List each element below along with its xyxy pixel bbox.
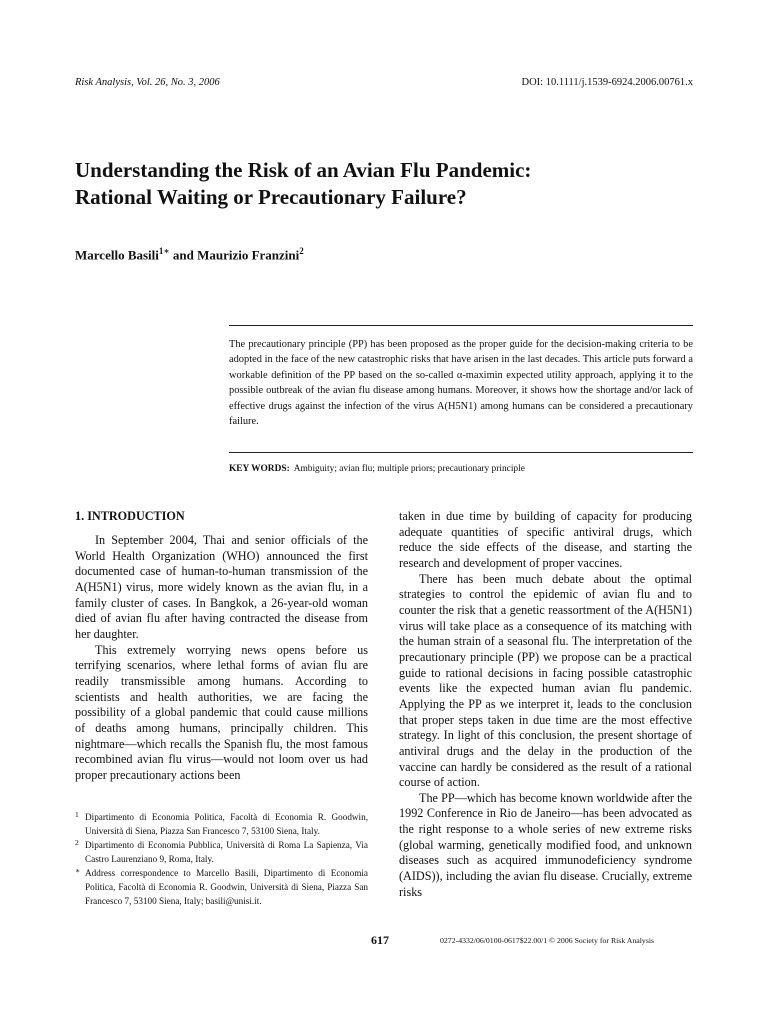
- author-1: Marcello Basili: [75, 247, 159, 263]
- paragraph: taken in due time by building of capacity for producing adequate quantities of specific antiviral drugs, which reduce the side effects of the disease, and starting the research and development of proper vaccines.: [399, 509, 692, 570]
- footnote-text: Dipartimento di Economia Pubblica, Università di Roma La Sapienza, Via Castro Laurenziano 9, Roma, Italy.: [85, 840, 368, 864]
- left-column: [75, 533, 368, 784]
- author-1-marks: 1∗: [158, 246, 170, 256]
- publisher-line: 0272-4332/06/0100-0617$22.00/1 © 2006 Society for Risk Analysis: [440, 936, 655, 945]
- author-2: Maurizio Franzini: [197, 247, 300, 263]
- author-connector: and: [169, 247, 198, 263]
- article-title: [75, 157, 695, 211]
- footnote: [75, 838, 368, 866]
- keywords-label: KEY WORDS:: [229, 464, 290, 474]
- footnote-mark: ∗: [75, 866, 81, 875]
- abstract-top-rule: [229, 325, 693, 326]
- doi: DOI: 10.1111/j.1539-6924.2006.00761.x: [521, 77, 693, 88]
- right-column: [399, 509, 692, 900]
- section-heading: 1. INTRODUCTION: [75, 509, 185, 523]
- footnote-mark: 2: [75, 838, 79, 847]
- footnote-text: Address correspondence to Marcello Basili, Dipartimento di Economia Politica, Facoltà di Economia R. Goodwin, Università di Siena, Piazza San Francesco 7, 53100 Siena, Italy; basili@unisi.it.: [85, 868, 368, 906]
- title-line-2: Rational Waiting or Precautionary Failure?: [75, 185, 467, 209]
- journal-citation: Risk Analysis, Vol. 26, No. 3, 2006: [75, 77, 220, 88]
- paragraph: The PP—which has become known worldwide after the 1992 Conference in Rio de Janeiro—has been advocated as the right response to a whole series of new extreme risks (global warming, genetically modified food, and unknown diseases such as acquired immunodeficiency syndrome (AIDS)), including the avian flu disease. Crucially, extreme risks: [399, 790, 692, 899]
- paragraph: In September 2004, Thai and senior officials of the World Health Organization (WHO) announced the first documented case of human-to-human transmission of the A(H5N1) virus, more widely known as the avian flu, in a family cluster of cases. In Bangkok, a 26-year-old woman died of avian flu after having contracted the disease from her daughter.: [75, 533, 368, 641]
- abstract-bottom-rule: [229, 452, 693, 453]
- author-line: [75, 246, 304, 263]
- paragraph: This extremely worrying news opens before us terrifying scenarios, where lethal forms of avian flu are readily transmissible among humans. According to scientists and health authorities, we are facing the possibility of a global pandemic that could cause millions of deaths among humans, principally children. This nightmare—which recalls the Spanish flu, the most famous recombined avian flu virus—would not loom over us had proper precautionary actions been: [75, 642, 368, 782]
- author-2-marks: 2: [299, 246, 304, 256]
- footnote: [75, 866, 368, 908]
- footnote: [75, 810, 368, 838]
- footnote-mark: 1: [75, 810, 79, 819]
- keywords: [229, 464, 693, 474]
- abstract: The precautionary principle (PP) has been proposed as the proper guide for the decision-making criteria to be adopted in the face of the new catastrophic risks that have arisen in the last decades. This article puts forward a workable definition of the PP based on the so-called α-maximin expected utility approach, applying it to the possible outbreak of the avian flu disease among humans. Moreover, it shows how the shortage and/or lack of effective drugs against the infection of the virus A(H5N1) among humans can be considered a precautionary failure.: [229, 339, 693, 428]
- footnote-text: Dipartimento di Economia Politica, Facoltà di Economia R. Goodwin, Università di Siena, Piazza San Francesco 7, 53100 Siena, Italy.: [85, 812, 368, 836]
- paragraph: There has been much debate about the optimal strategies to control the epidemic of avian flu and to counter the risk that a genetic reassortment of the A(H5N1) virus will take place as a consequence of its matching with the human strain of a seasonal flu. The interpretation of the precautionary principle (PP) we propose can be a practical guide to rational decisions in facing possible catastrophic events like the expected human avian flu pandemic. Applying the PP as we interpret it, leads to the conclusion that proper steps taken in due time are the most effective strategy. In light of this conclusion, the present shortage of antiviral drugs and the delay in the production of the vaccine can hardly be considered as the result of a rational course of action.: [399, 571, 692, 790]
- title-line-1: Understanding the Risk of an Avian Flu Pandemic:: [75, 158, 532, 182]
- keywords-text: Ambiguity; avian flu; multiple priors; precautionary principle: [293, 464, 525, 474]
- footnotes: [75, 810, 368, 908]
- page-number: 617: [371, 933, 389, 947]
